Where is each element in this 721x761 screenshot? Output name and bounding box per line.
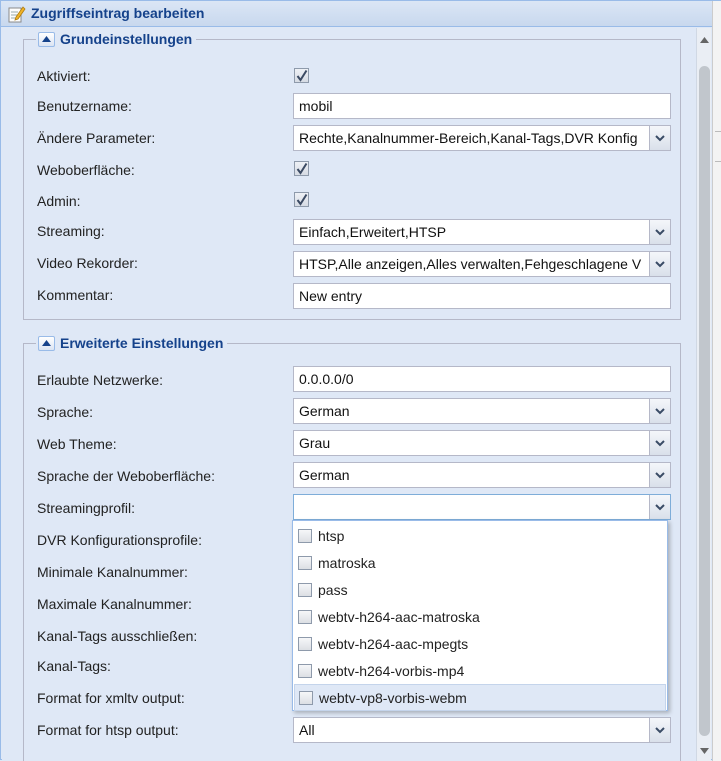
dropdown-option[interactable] (294, 576, 666, 603)
dropdown-option[interactable] (294, 657, 666, 684)
checkmark-icon (296, 193, 308, 206)
chevron-down-icon (655, 261, 665, 268)
chevron-down-icon (655, 135, 665, 142)
collapse-basic-button[interactable] (38, 32, 55, 47)
htsp-format-combo[interactable] (293, 717, 671, 743)
max-channel-label: Maximale Kanalnummer: (37, 596, 192, 612)
dropdown-option[interactable] (294, 522, 666, 549)
basic-settings-legend (36, 29, 196, 49)
language-value: German (299, 403, 350, 419)
scrollbar-thumb[interactable] (699, 66, 710, 736)
enabled-checkbox[interactable] (294, 68, 309, 83)
language-trigger[interactable] (649, 399, 670, 423)
streaming-profile-combo[interactable] (293, 494, 671, 520)
background-window-edge (712, 1, 721, 761)
option-label: matroska (318, 554, 376, 571)
option-label: htsp (318, 527, 345, 544)
web-theme-value: Grau (299, 435, 331, 451)
window-title: Zugriffseintrag bearbeiten (31, 5, 205, 21)
dropdown-option[interactable] (294, 549, 666, 576)
triangle-down-icon (700, 748, 709, 754)
option-label: webtv-h264-aac-matroska (318, 608, 480, 625)
option-label: webtv-h264-vorbis-mp4 (318, 662, 465, 679)
exclude-tags-label: Kanal-Tags ausschließen: (37, 628, 198, 644)
change-params-value: Rechte,Kanalnummer-Bereich,Kanal-Tags,DVR Konfig (299, 130, 638, 146)
option-checkbox[interactable] (298, 529, 312, 543)
chevron-down-icon (655, 472, 665, 479)
advanced-settings-title: Erweiterte Einstellungen (60, 335, 224, 351)
collapse-arrow-icon (42, 36, 51, 42)
allowed-networks-label: Erlaubte Netzwerke: (37, 372, 164, 388)
xmltv-format-label: Format for xmltv output: (37, 690, 185, 706)
scroll-down-arrow[interactable] (697, 743, 712, 758)
option-checkbox[interactable] (298, 637, 312, 651)
chevron-down-icon (655, 504, 665, 511)
username-label: Benutzername: (37, 98, 132, 114)
scroll-up-arrow[interactable] (697, 32, 712, 47)
triangle-up-icon (700, 37, 709, 43)
dvr-combo[interactable] (293, 251, 671, 277)
option-checkbox[interactable] (298, 664, 312, 678)
edge-divider (715, 131, 721, 132)
dropdown-option[interactable] (294, 603, 666, 630)
chevron-down-icon (655, 440, 665, 447)
streaming-trigger[interactable] (649, 220, 670, 244)
chevron-down-icon (655, 408, 665, 415)
collapse-advanced-button[interactable] (38, 336, 55, 351)
allowed-networks-field[interactable]: 0.0.0.0/0 (293, 366, 671, 392)
web-theme-label: Web Theme: (37, 436, 117, 452)
vertical-scrollbar[interactable] (696, 28, 711, 761)
comment-label: Kommentar: (37, 287, 114, 303)
language-label: Sprache: (37, 404, 94, 420)
channel-tags-label: Kanal-Tags: (37, 658, 111, 674)
streaming-value: Einfach,Erweitert,HTSP (299, 224, 447, 240)
ui-language-combo[interactable] (293, 462, 671, 488)
htsp-format-value: All (299, 722, 315, 738)
change-params-trigger[interactable] (649, 126, 670, 150)
streaming-profile-trigger[interactable] (649, 495, 670, 519)
streaming-label: Streaming: (37, 223, 105, 239)
window-title-bar[interactable] (1, 1, 721, 27)
language-combo[interactable] (293, 398, 671, 424)
web-theme-trigger[interactable] (649, 431, 670, 455)
chevron-down-icon (655, 727, 665, 734)
option-label: webtv-h264-aac-mpegts (318, 635, 469, 652)
htsp-format-trigger[interactable] (649, 718, 670, 742)
ui-language-value: German (299, 467, 350, 483)
basic-settings-title: Grundeinstellungen (60, 31, 193, 47)
webui-label: Weboberfläche: (37, 162, 135, 178)
change-params-label: Ändere Parameter: (37, 130, 156, 146)
enabled-label: Aktiviert: (37, 68, 91, 84)
ui-language-trigger[interactable] (649, 463, 670, 487)
streaming-profile-label: Streamingprofil: (37, 500, 136, 516)
option-checkbox[interactable] (298, 583, 312, 597)
change-params-combo[interactable] (293, 125, 671, 151)
dropdown-option[interactable] (294, 630, 666, 657)
htsp-format-label: Format for htsp output: (37, 722, 179, 738)
chevron-down-icon (655, 229, 665, 236)
username-field[interactable]: mobil (293, 93, 671, 119)
option-checkbox[interactable] (299, 691, 313, 705)
admin-label: Admin: (37, 193, 81, 209)
checkmark-icon (296, 69, 308, 82)
min-channel-label: Minimale Kanalnummer: (37, 564, 188, 580)
collapse-arrow-icon (42, 340, 51, 346)
option-checkbox[interactable] (298, 610, 312, 624)
edit-icon (8, 5, 26, 23)
ui-language-label: Sprache der Weboberfläche: (37, 468, 215, 484)
web-theme-combo[interactable] (293, 430, 671, 456)
edge-divider (715, 161, 721, 162)
dvr-profile-label: DVR Konfigurationsprofile: (37, 532, 202, 548)
admin-checkbox[interactable] (294, 192, 309, 207)
dvr-trigger[interactable] (649, 252, 670, 276)
comment-field[interactable]: New entry (293, 283, 671, 309)
streaming-profile-dropdown[interactable] (292, 520, 668, 711)
checkmark-icon (296, 162, 308, 175)
streaming-combo[interactable] (293, 219, 671, 245)
option-checkbox[interactable] (298, 556, 312, 570)
basic-settings-fieldset (23, 31, 681, 320)
option-label: webtv-vp8-vorbis-webm (319, 689, 467, 706)
dvr-value: HTSP,Alle anzeigen,Alles verwalten,Fehgeschlagene V (299, 256, 642, 272)
webui-checkbox[interactable] (294, 161, 309, 176)
dropdown-option-hovered[interactable] (294, 684, 666, 711)
dvr-label: Video Rekorder: (37, 255, 138, 271)
option-label: pass (318, 581, 348, 598)
advanced-settings-legend (36, 333, 227, 353)
